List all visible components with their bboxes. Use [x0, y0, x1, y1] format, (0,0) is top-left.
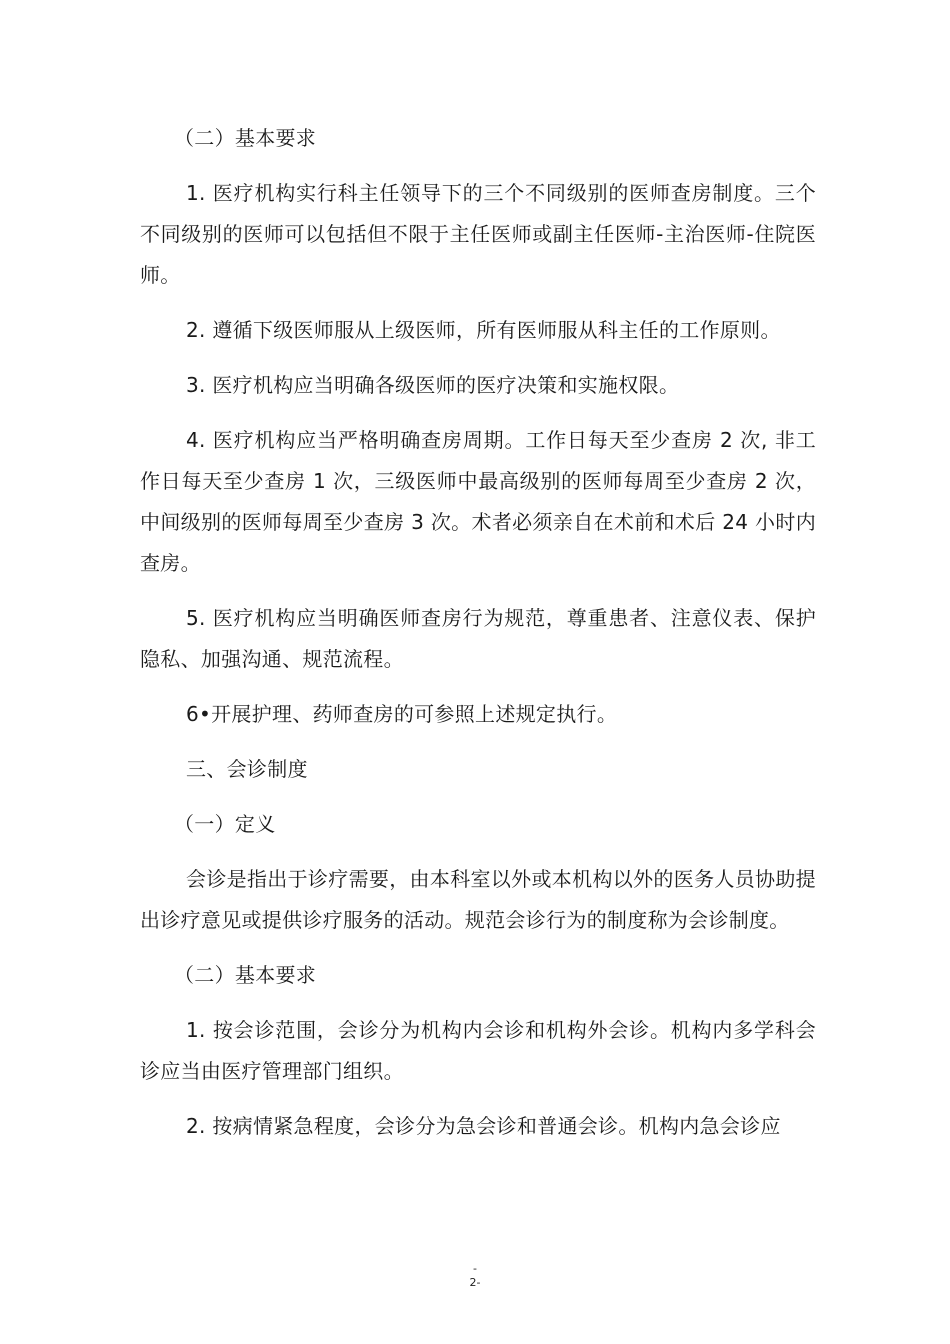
section-heading-consultation-system: 三、会诊制度 — [186, 757, 308, 781]
paragraph-definition: 会诊是指出于诊疗需要，由本科室以外或本机构以外的医务人员协助提出诊疗意见或提供诊疗服务的活动。规范会诊行为的制度称为会诊制度。 — [140, 867, 816, 932]
paragraph-item-5: 5. 医疗机构应当明确医师查房行为规范，尊重患者、注意仪表、保护隐私、加强沟通、规范流程。 — [140, 606, 816, 671]
paragraph-item-1: 1. 医疗机构实行科主任领导下的三个不同级别的医师查房制度。三个不同级别的医师可以包括但不限于主任医师或副主任医师-主治医师-住院医师。 — [140, 181, 816, 287]
page-number: 2- — [469, 1276, 481, 1289]
section-heading-basic-requirements: （二）基本要求 — [174, 126, 317, 150]
paragraph-consult-item-1: 1. 按会诊范围，会诊分为机构内会诊和机构外会诊。机构内多学科会诊应当由医疗管理部门组织。 — [140, 1018, 816, 1083]
footer-dash: - — [473, 1262, 477, 1275]
paragraph-item-4: 4. 医疗机构应当严格明确查房周期。工作日每天至少查房 2 次, 非工作日每天至少查房 1 次，三级医师中最高级别的医师每周至少查房 2 次，中间级别的医师每周至少查房 3 次。术者必须亲自在术前和术后 24 小时内查房。 — [140, 428, 816, 575]
section-heading-definition: （一）定义 — [174, 812, 276, 836]
document-body — [140, 118, 816, 1161]
section-heading-basic-requirements-2: （二）基本要求 — [174, 963, 317, 987]
paragraph-item-2: 2. 遵循下级医师服从上级医师，所有医师服从科主任的工作原则。 — [186, 318, 781, 342]
paragraph-item-3: 3. 医疗机构应当明确各级医师的医疗决策和实施权限。 — [186, 373, 680, 397]
paragraph-consult-item-2: 2. 按病情紧急程度，会诊分为急会诊和普通会诊。机构内急会诊应 — [186, 1114, 781, 1138]
paragraph-item-6: 6•开展护理、药师查房的可参照上述规定执行。 — [186, 702, 618, 726]
